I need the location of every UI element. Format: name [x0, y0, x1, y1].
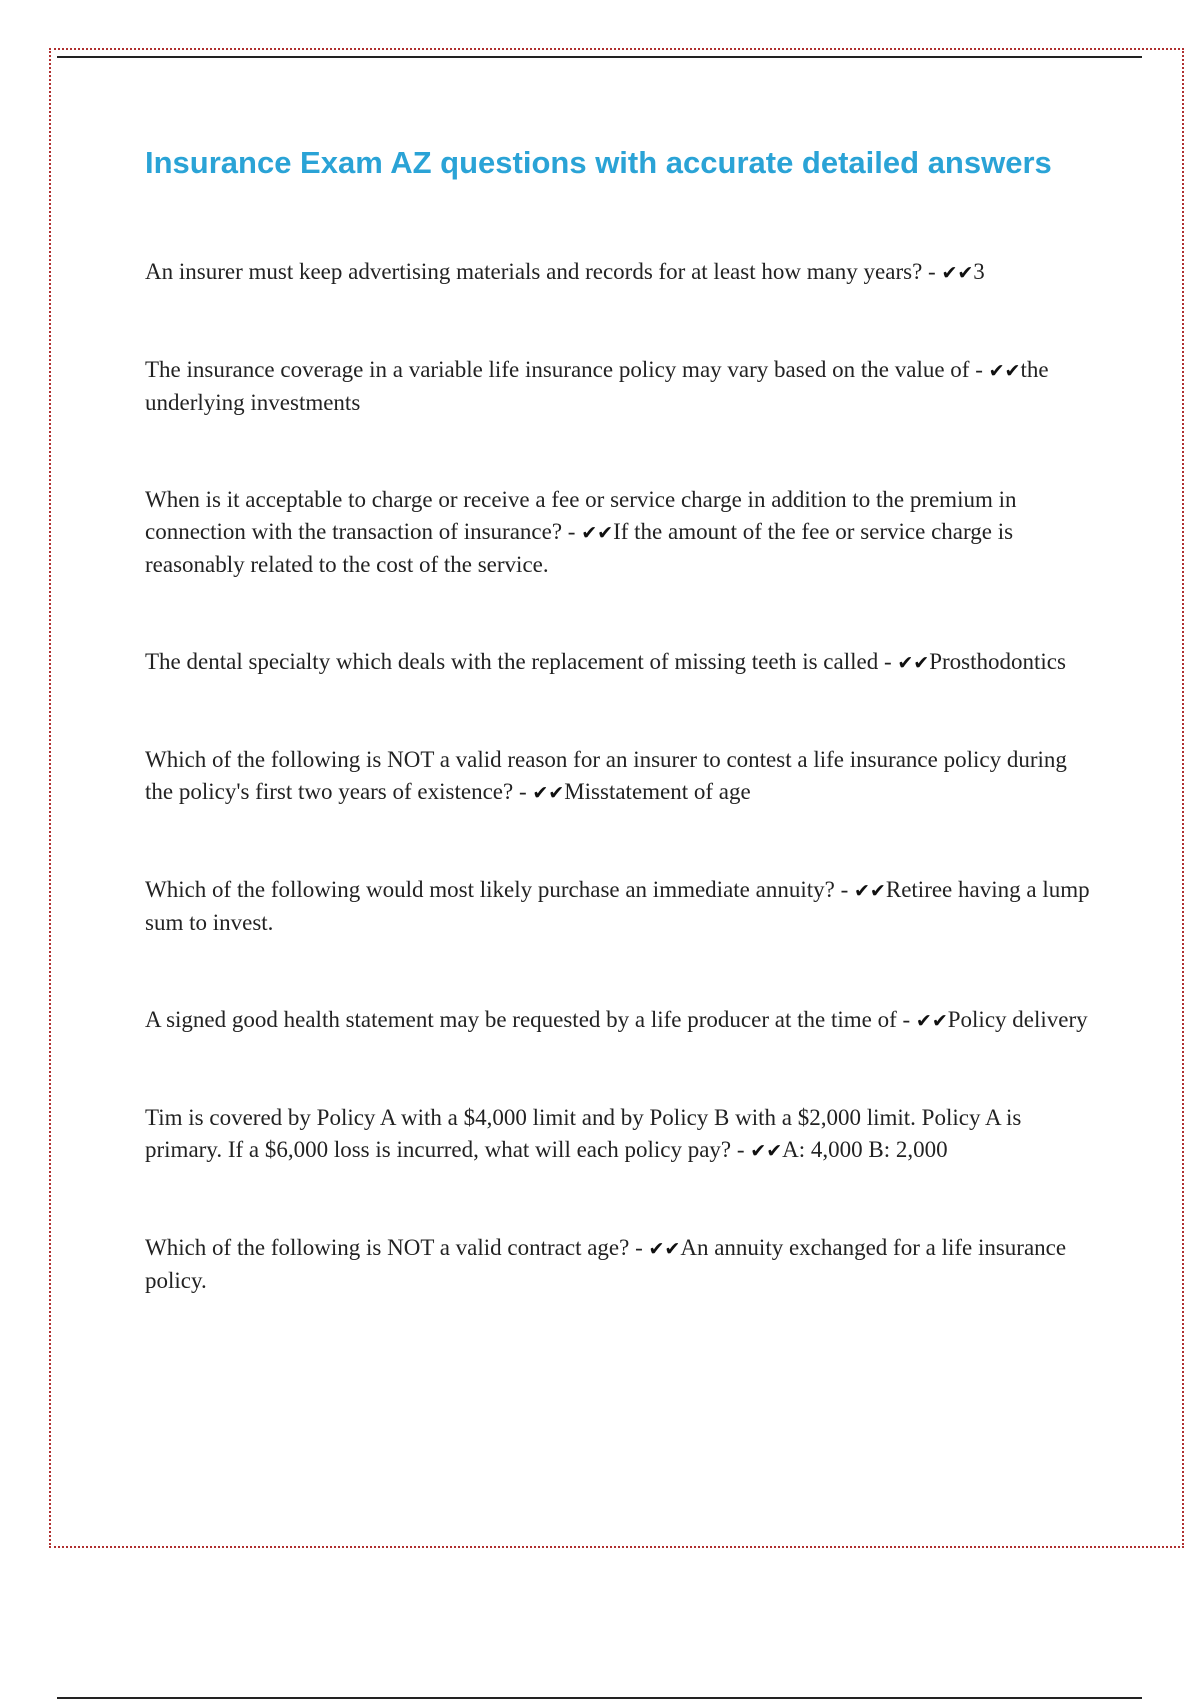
answer-text: Prosthodontics — [929, 649, 1066, 674]
answer-text: the underlying investments — [145, 357, 1049, 415]
double-check-icon: ✔✔ — [897, 652, 930, 674]
qa-item — [145, 484, 1090, 581]
double-check-icon: ✔✔ — [532, 782, 565, 804]
separator: - — [922, 259, 942, 284]
bottom-rule — [57, 1697, 1142, 1699]
double-check-icon: ✔✔ — [941, 262, 974, 284]
question-text: Tim is covered by Policy A with a $4,000 limit and by Policy B with a $2,000 limit. Policy A is primary. If a $6,000 loss is incurred, what will each policy pay? — [145, 1105, 1022, 1162]
double-check-icon: ✔✔ — [581, 522, 614, 544]
double-check-icon: ✔✔ — [988, 360, 1021, 382]
separator: - — [513, 779, 533, 804]
document-title: Insurance Exam AZ questions with accurate detailed answers — [145, 145, 1052, 180]
answer-text: Retiree having a lump sum to invest. — [145, 877, 1090, 935]
qa-item — [145, 1232, 1090, 1297]
question-text: Which of the following is NOT a valid contract age? — [145, 1235, 630, 1260]
question-text: An insurer must keep advertising materials and records for at least how many years? — [145, 259, 923, 284]
qa-item — [145, 1004, 1090, 1037]
answer-text: 3 — [973, 259, 985, 284]
double-check-icon: ✔✔ — [648, 1238, 681, 1260]
qa-item — [145, 744, 1090, 809]
separator: - — [562, 519, 582, 544]
double-check-icon: ✔✔ — [915, 1010, 948, 1032]
separator: - — [731, 1137, 751, 1162]
answer-text: An annuity exchanged for a life insurance policy. — [145, 1235, 1067, 1293]
qa-list — [145, 256, 1090, 1362]
qa-item — [145, 874, 1090, 939]
qa-item — [145, 1102, 1090, 1167]
question-text: Which of the following is NOT a valid reason for an insurer to contest a life insurance policy during the policy's first two years of existence? — [145, 747, 1067, 804]
double-check-icon: ✔✔ — [750, 1140, 783, 1162]
question-text: The dental specialty which deals with the replacement of missing teeth is called — [145, 649, 879, 674]
separator: - — [629, 1235, 649, 1260]
answer-text: Misstatement of age — [564, 779, 751, 804]
question-text: A signed good health statement may be requested by a life producer at the time of — [145, 1007, 897, 1032]
answer-text: A: 4,000 B: 2,000 — [782, 1137, 948, 1162]
qa-item — [145, 354, 1090, 419]
separator: - — [896, 1007, 916, 1032]
question-text: Which of the following would most likely purchase an immediate annuity? — [145, 877, 835, 902]
qa-item — [145, 646, 1090, 679]
separator: - — [969, 357, 989, 382]
separator: - — [834, 877, 855, 902]
answer-text: If the amount of the fee or service charge is reasonably related to the cost of the service. — [145, 519, 1014, 577]
separator: - — [878, 649, 898, 674]
qa-item — [145, 256, 1090, 289]
question-text: When is it acceptable to charge or receive a fee or service charge in addition to the premium in connection with the transaction of insurance? — [145, 487, 1017, 544]
double-check-icon: ✔✔ — [854, 880, 886, 902]
question-text: The insurance coverage in a variable life insurance policy may vary based on the value of — [145, 357, 970, 382]
top-rule — [57, 56, 1142, 58]
answer-text: Policy delivery — [947, 1007, 1088, 1032]
